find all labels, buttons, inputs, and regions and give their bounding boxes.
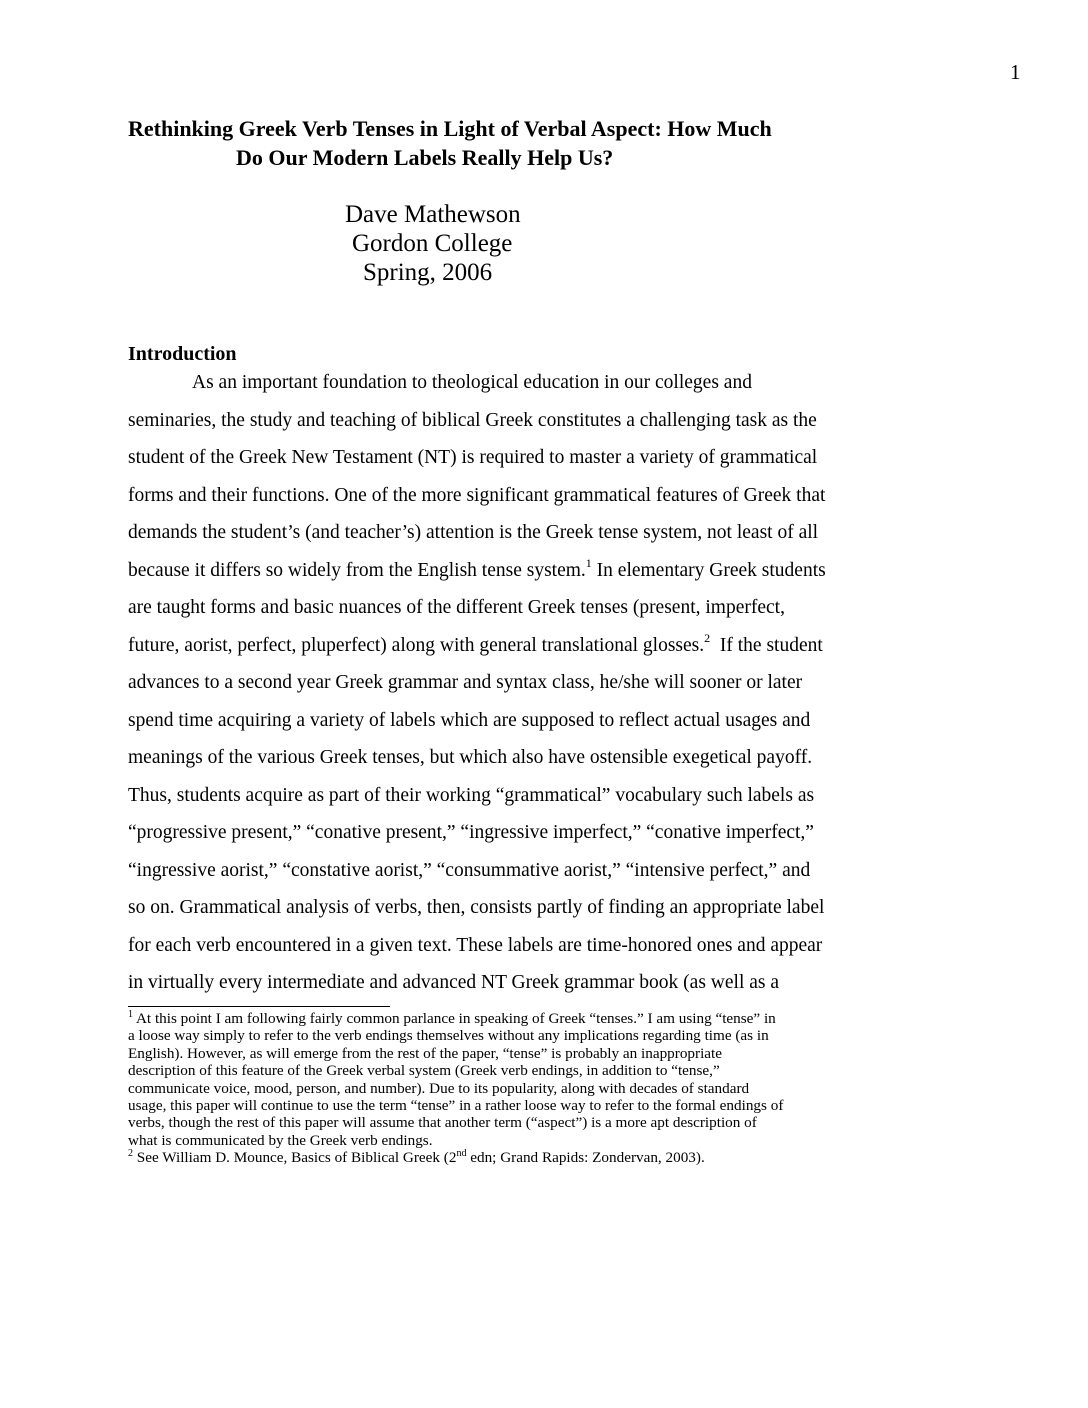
- footnote-divider: [128, 1006, 390, 1007]
- title-line-1: Rethinking Greek Verb Tenses in Light of Verbal Aspect: How Much: [128, 116, 772, 141]
- body-line: so on. Grammatical analysis of verbs, then, consists partly of finding an appropriate label: [128, 897, 825, 918]
- body-line: “progressive present,” “conative present,” “ingressive imperfect,” “conative imperfect,”: [128, 822, 814, 843]
- footnote-text: At this point I am following fairly common parlance in speaking of Greek “tenses.” I am using “tense” in: [133, 1010, 776, 1027]
- author-block: [345, 200, 521, 287]
- body-line: [128, 552, 898, 590]
- footnotes: [128, 1010, 908, 1167]
- paper-title: [128, 114, 948, 172]
- footnote-ref-2[interactable]: 2: [704, 630, 711, 645]
- body-text-segment: If the student: [710, 634, 823, 656]
- footnote-ref-1[interactable]: 1: [585, 555, 592, 570]
- body-text-segment: In elementary Greek students: [591, 559, 826, 581]
- body-text-segment: because it differs so widely from the English tense system.: [128, 559, 586, 581]
- footnote-1-line: communicate voice, mood, person, and number). Due to its popularity, along with decades of standard: [128, 1079, 750, 1097]
- section-heading-introduction: Introduction: [128, 343, 237, 365]
- footnote-text: edn; Grand Rapids: Zondervan, 2003).: [466, 1149, 705, 1167]
- footnote-1-line: [128, 1010, 908, 1027]
- body-line: in virtually every intermediate and advanced NT Greek grammar book (as well as a: [128, 972, 780, 993]
- footnote-2-line: [128, 1149, 908, 1166]
- page-number: 1: [1010, 60, 1021, 84]
- footnote-1-line: description of this feature of the Greek verbal system (Greek verb endings, in addition to “tense,”: [128, 1062, 720, 1080]
- footnote-2-marker: 2: [128, 1148, 133, 1160]
- author-date: Spring, 2006: [363, 259, 493, 286]
- author-name: Dave Mathewson: [345, 201, 521, 228]
- footnote-1-line: a loose way simply to refer to the verb endings themselves without any implications regarding time (as in: [128, 1027, 769, 1045]
- footnote-1-line: what is communicated by the Greek verb endings.: [128, 1131, 433, 1149]
- body-line: meanings of the various Greek tenses, but which also have ostensible exegetical payoff.: [128, 747, 813, 768]
- body-text-segment: future, aorist, perfect, pluperfect) along with general translational glosses.: [128, 634, 705, 656]
- body-line: for each verb encountered in a given text. These labels are time-honored ones and appear: [128, 934, 823, 956]
- footnote-1-line: verbs, though the rest of this paper will assume that another term (“aspect”) is a more apt description of: [128, 1114, 757, 1132]
- body-line: “ingressive aorist,” “constative aorist,” “consummative aorist,” “intensive perfect,” and: [128, 859, 811, 881]
- footnote-text: See William D. Mounce, Basics of Biblical Greek (2: [133, 1149, 457, 1167]
- body-line: demands the student’s (and teacher’s) attention is the Greek tense system, not least of all: [128, 522, 819, 543]
- body-line: Thus, students acquire as part of their working “grammatical” vocabulary such labels as: [128, 784, 815, 806]
- footnote-superscript: nd: [456, 1148, 467, 1160]
- body-line: are taught forms and basic nuances of the different Greek tenses (present, imperfect,: [128, 597, 785, 618]
- footnote-1-marker: 1: [128, 1009, 133, 1020]
- body-line: advances to a second year Greek grammar and syntax class, he/she will sooner or later: [128, 672, 803, 693]
- body-line: spend time acquiring a variety of labels which are supposed to reflect actual usages and: [128, 709, 811, 731]
- title-line-2: Do Our Modern Labels Really Help Us?: [236, 145, 614, 170]
- body-line: seminaries, the study and teaching of biblical Greek constitutes a challenging task as the: [128, 409, 817, 431]
- body-line: As an important foundation to theological education in our colleges and: [192, 372, 752, 393]
- footnote-1-line: English). However, as will emerge from the rest of the paper, “tense” is probably an inappropriate: [128, 1044, 722, 1062]
- body-line: student of the Greek New Testament (NT) is required to master a variety of grammatical: [128, 447, 818, 468]
- footnote-1-line: usage, this paper will continue to use the term “tense” in a rather loose way to refer to the formal endings of: [128, 1097, 784, 1115]
- author-institution: Gordon College: [352, 230, 513, 257]
- introduction-paragraph: [128, 364, 898, 1002]
- body-line: [128, 627, 898, 665]
- body-line: forms and their functions. One of the more significant grammatical features of Greek that: [128, 484, 826, 506]
